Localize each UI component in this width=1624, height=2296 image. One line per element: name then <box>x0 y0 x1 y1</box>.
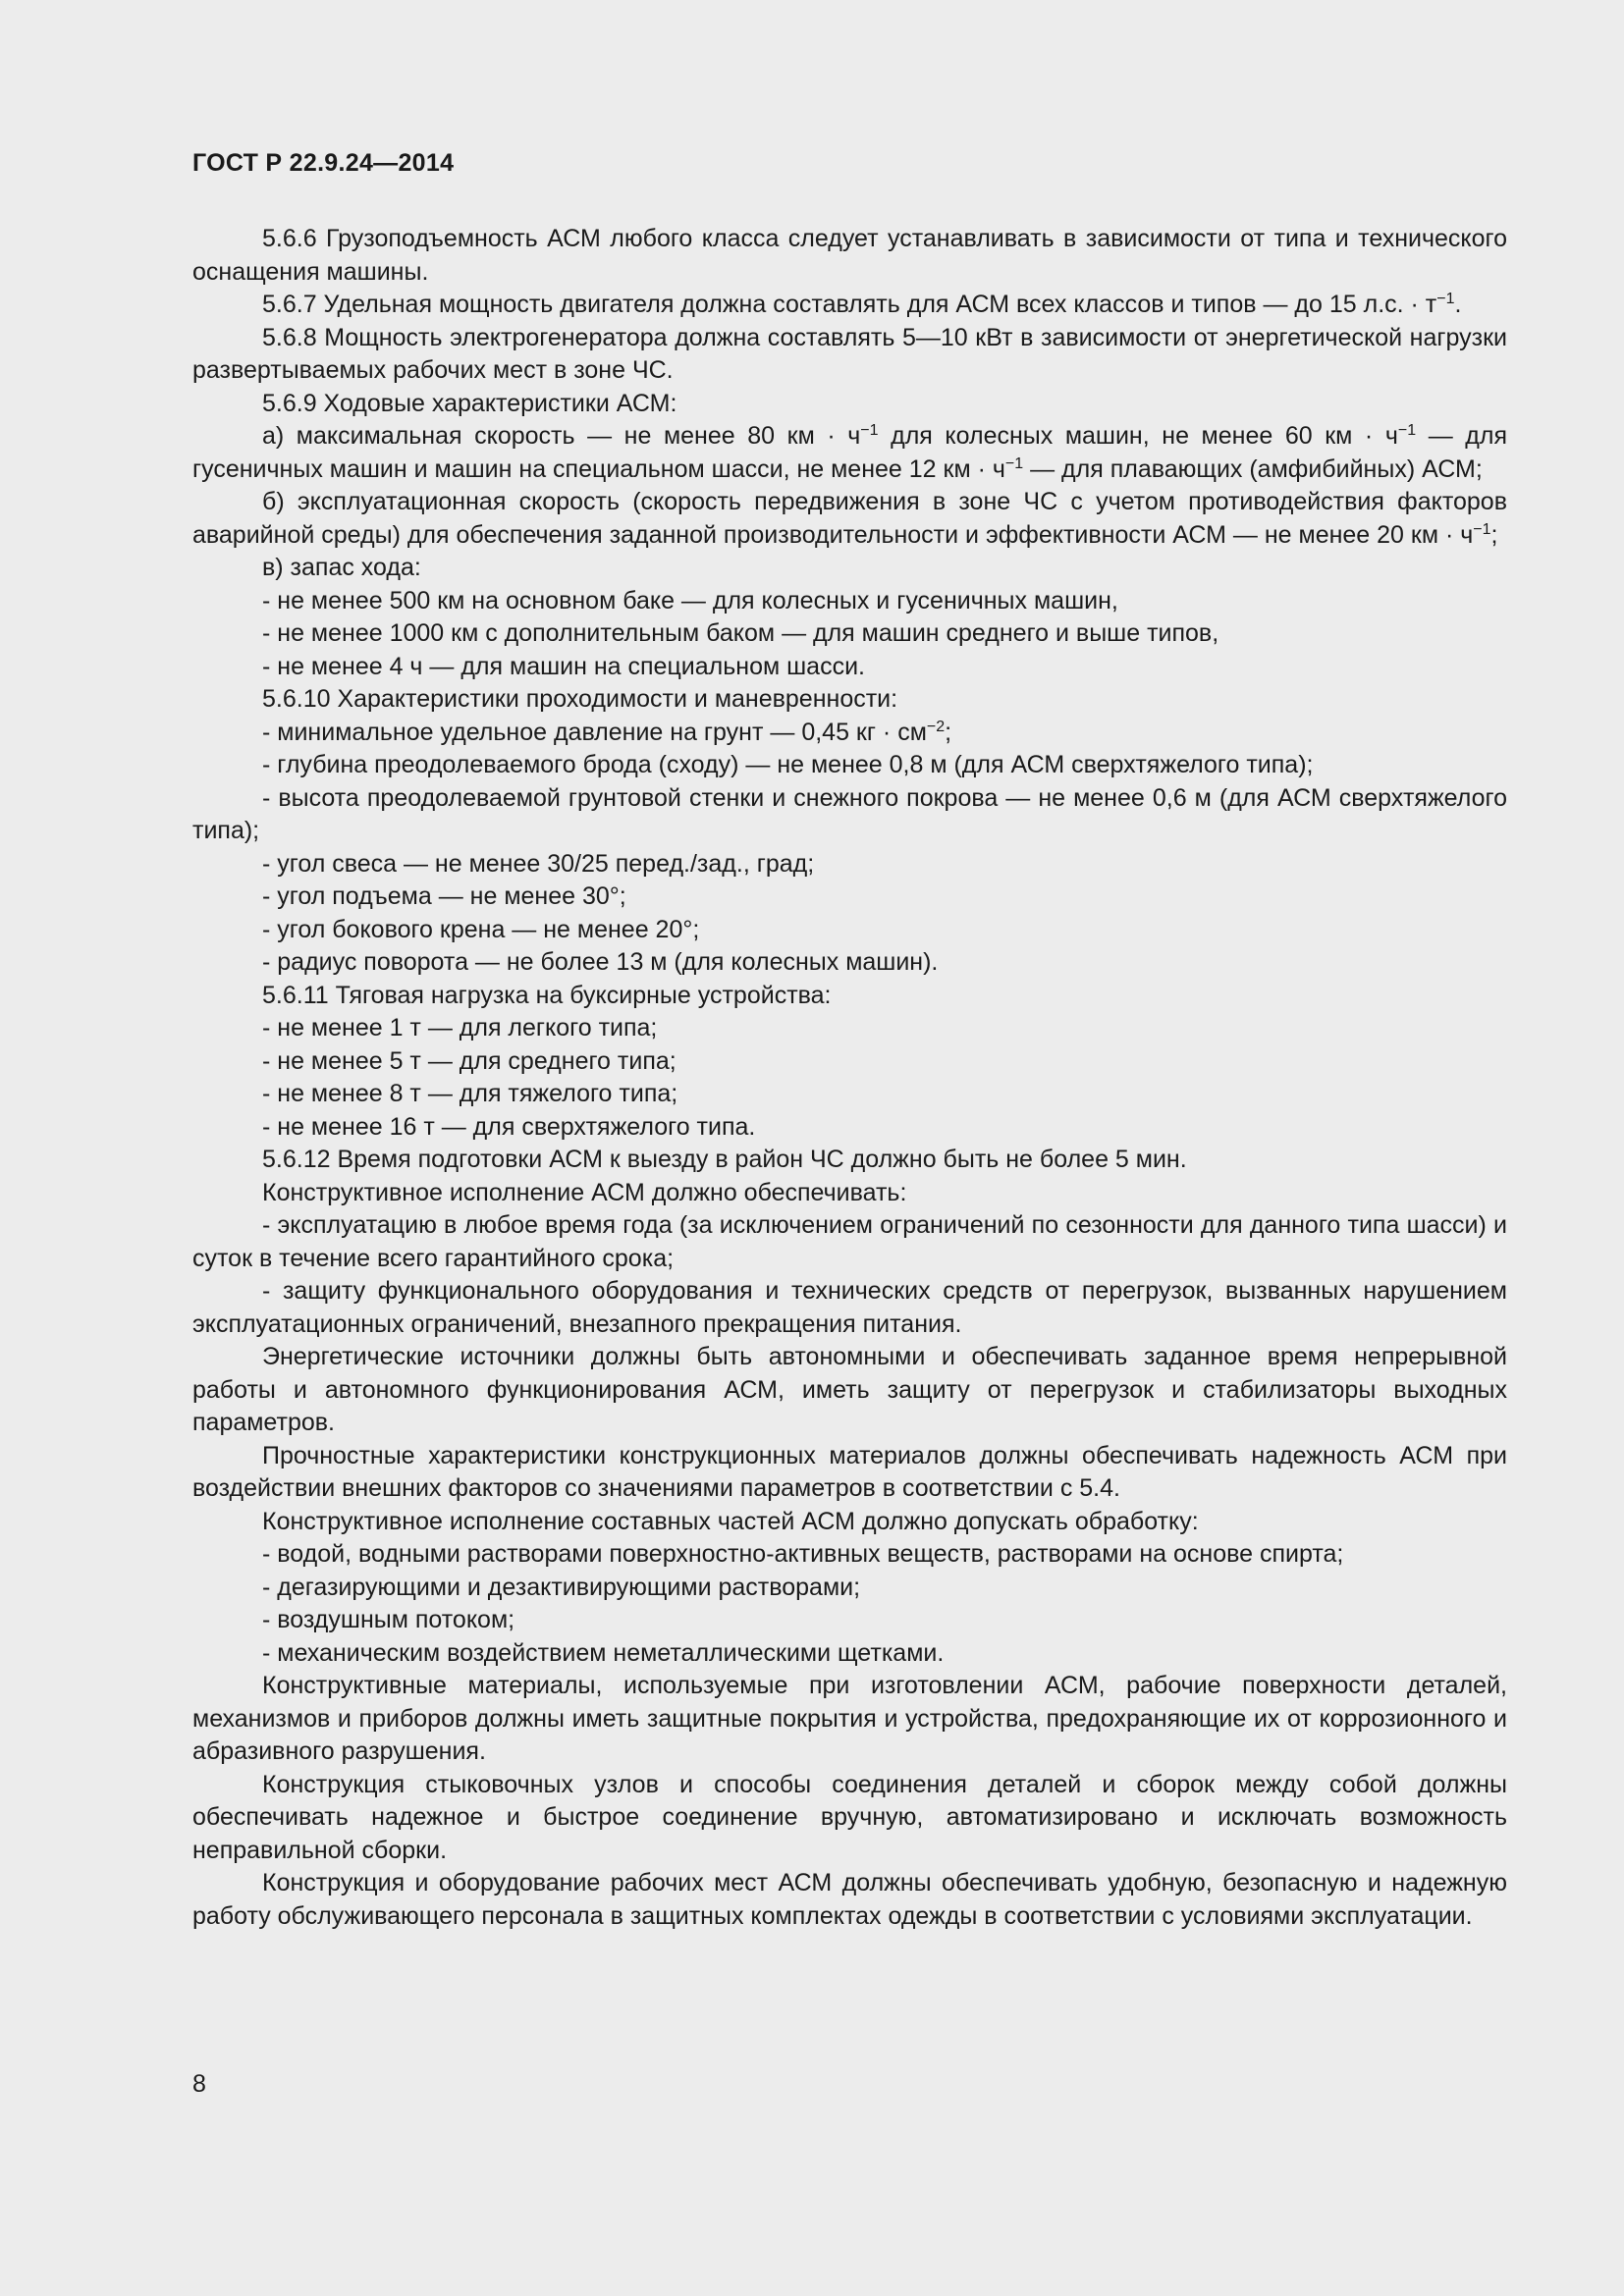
paragraph: 5.6.8 Мощность электрогенератора должна составлять 5—10 кВт в зависимости от энергетической нагрузки развертываемых рабочих мест в зоне ЧС. <box>192 323 1507 384</box>
list-item: - высота преодолеваемой грунтовой стенки и снежного покрова — не менее 0,6 м (для АСМ сверхтяжелого типа); <box>192 783 1507 844</box>
page-header-doc-id: ГОСТ Р 22.9.24—2014 <box>192 149 455 177</box>
text-run: б) эксплуатационная скорость (скорость передвижения в зоне ЧС с учетом противодействия факторов аварийной среды) для обеспечения заданной производительности и эффективности АСМ — не менее 20 км · ч <box>192 488 1507 549</box>
text-run: — для плавающих (амфибийных) АСМ; <box>1023 454 1483 483</box>
list-item: - угол бокового крена — не менее 20°; <box>262 915 700 943</box>
list-item <box>192 717 1507 750</box>
page-number: 8 <box>192 2070 206 2098</box>
paragraph: Энергетические источники должны быть автономными и обеспечивать заданное время непрерывной работы и автономного функционирования АСМ, иметь защиту от перегрузок и стабилизаторы выходных параметров. <box>192 1343 1507 1436</box>
superscript: −1 <box>1473 520 1491 538</box>
paragraph: Конструкция и оборудование рабочих мест АСМ должны обеспечивать удобную, безопасную и надежную работу обслуживающего персонала в защитных комплектах одежды в соответствии с условиями эксплуатации. <box>192 1869 1507 1930</box>
list-item: - не менее 16 т — для сверхтяжелого типа. <box>262 1112 756 1141</box>
list-item: - механическим воздействием неметаллическими щетками. <box>262 1638 945 1667</box>
list-item: - не менее 500 км на основном баке — для колесных и гусеничных машин, <box>262 586 1118 614</box>
paragraph: Конструктивное исполнение составных частей АСМ должно допускать обработку: <box>262 1507 1199 1535</box>
text-run: для колесных машин, не менее 60 км · ч <box>878 422 1398 450</box>
paragraph: 5.6.9 Ходовые характеристики АСМ: <box>262 389 677 417</box>
text-run: ; <box>945 718 952 746</box>
text-run: — для гусеничных машин и машин на специальном шасси, не менее 12 км · ч <box>192 422 1507 483</box>
list-item: - защиту функционального оборудования и технических средств от перегрузок, вызванных нарушением эксплуатационных ограничений, внезапного прекращения питания. <box>192 1277 1507 1338</box>
paragraph: 5.6.6 Грузоподъемность АСМ любого класса следует устанавливать в зависимости от типа и технического оснащения машины. <box>192 225 1507 286</box>
list-item: - не менее 5 т — для среднего типа; <box>262 1046 677 1075</box>
paragraph <box>192 486 1507 552</box>
text-run: а) максимальная скорость — не менее 80 км · ч <box>262 422 861 450</box>
list-item: - не менее 1000 км с дополнительным баком — для машин среднего и выше типов, <box>262 619 1219 647</box>
list-item: - радиус поворота — не более 13 м (для колесных машин). <box>262 948 939 976</box>
superscript: −2 <box>926 718 946 735</box>
list-item: - эксплуатацию в любое время года (за исключением ограничений по сезонности для данного типа шасси) и суток в течение всего гарантийного срока; <box>192 1211 1507 1272</box>
list-item: - дегазирующими и дезактивирующими растворами; <box>262 1573 861 1601</box>
paragraph: 5.6.10 Характеристики проходимости и маневренности: <box>262 685 898 713</box>
superscript: −1 <box>860 422 879 439</box>
paragraph: Конструктивное исполнение АСМ должно обеспечивать: <box>262 1178 907 1206</box>
paragraph <box>192 420 1507 486</box>
superscript: −1 <box>1436 291 1455 307</box>
list-item: - угол свеса — не менее 30/25 перед./зад., град; <box>262 849 815 878</box>
text-run: . <box>1454 291 1462 318</box>
list-item: - не менее 1 т — для легкого типа; <box>262 1014 658 1041</box>
paragraph: 5.6.11 Тяговая нагрузка на буксирные устройства: <box>262 981 832 1009</box>
paragraph: Конструкция стыковочных узлов и способы соединения деталей и сборок между собой должны обеспечивать надежное и быстрое соединение вручную, автоматизировано и исключать возможность неправильной сборки. <box>192 1770 1507 1864</box>
paragraph: Конструктивные материалы, используемые при изготовлении АСМ, рабочие поверхности деталей, механизмов и приборов должны иметь защитные покрытия и устройства, предохраняющие их от коррозионного и абразивного разрушения. <box>192 1672 1507 1765</box>
list-item: - глубина преодолеваемого брода (сходу) — не менее 0,8 м (для АСМ сверхтяжелого типа); <box>262 751 1314 778</box>
text-run: 5.6.7 Удельная мощность двигателя должна составлять для АСМ всех классов и типов — до 15 л.с. · т <box>262 291 1437 318</box>
list-item: - не менее 8 т — для тяжелого типа; <box>262 1080 678 1107</box>
paragraph <box>192 289 1507 322</box>
text-run: - минимальное удельное давление на грунт — 0,45 кг · см <box>262 718 927 746</box>
list-item: - водой, водными растворами поверхностно-активных веществ, растворами на основе спирта; <box>262 1540 1344 1568</box>
paragraph: в) запас хода: <box>262 554 421 581</box>
list-item: - не менее 4 ч — для машин на специальном шасси. <box>262 652 865 680</box>
text-run: ; <box>1490 520 1498 549</box>
superscript: −1 <box>1004 454 1024 472</box>
superscript: −1 <box>1397 422 1417 439</box>
paragraph: Прочностные характеристики конструкционных материалов должны обеспечивать надежность АСМ при воздействии внешних факторов со значениями параметров в соответствии с 5.4. <box>192 1441 1507 1502</box>
list-item: - угол подъема — не менее 30°; <box>262 882 626 910</box>
document-body <box>192 223 1507 1933</box>
list-item: - воздушным потоком; <box>262 1606 515 1633</box>
paragraph: 5.6.12 Время подготовки АСМ к выезду в район ЧС должно быть не более 5 мин. <box>262 1146 1187 1173</box>
